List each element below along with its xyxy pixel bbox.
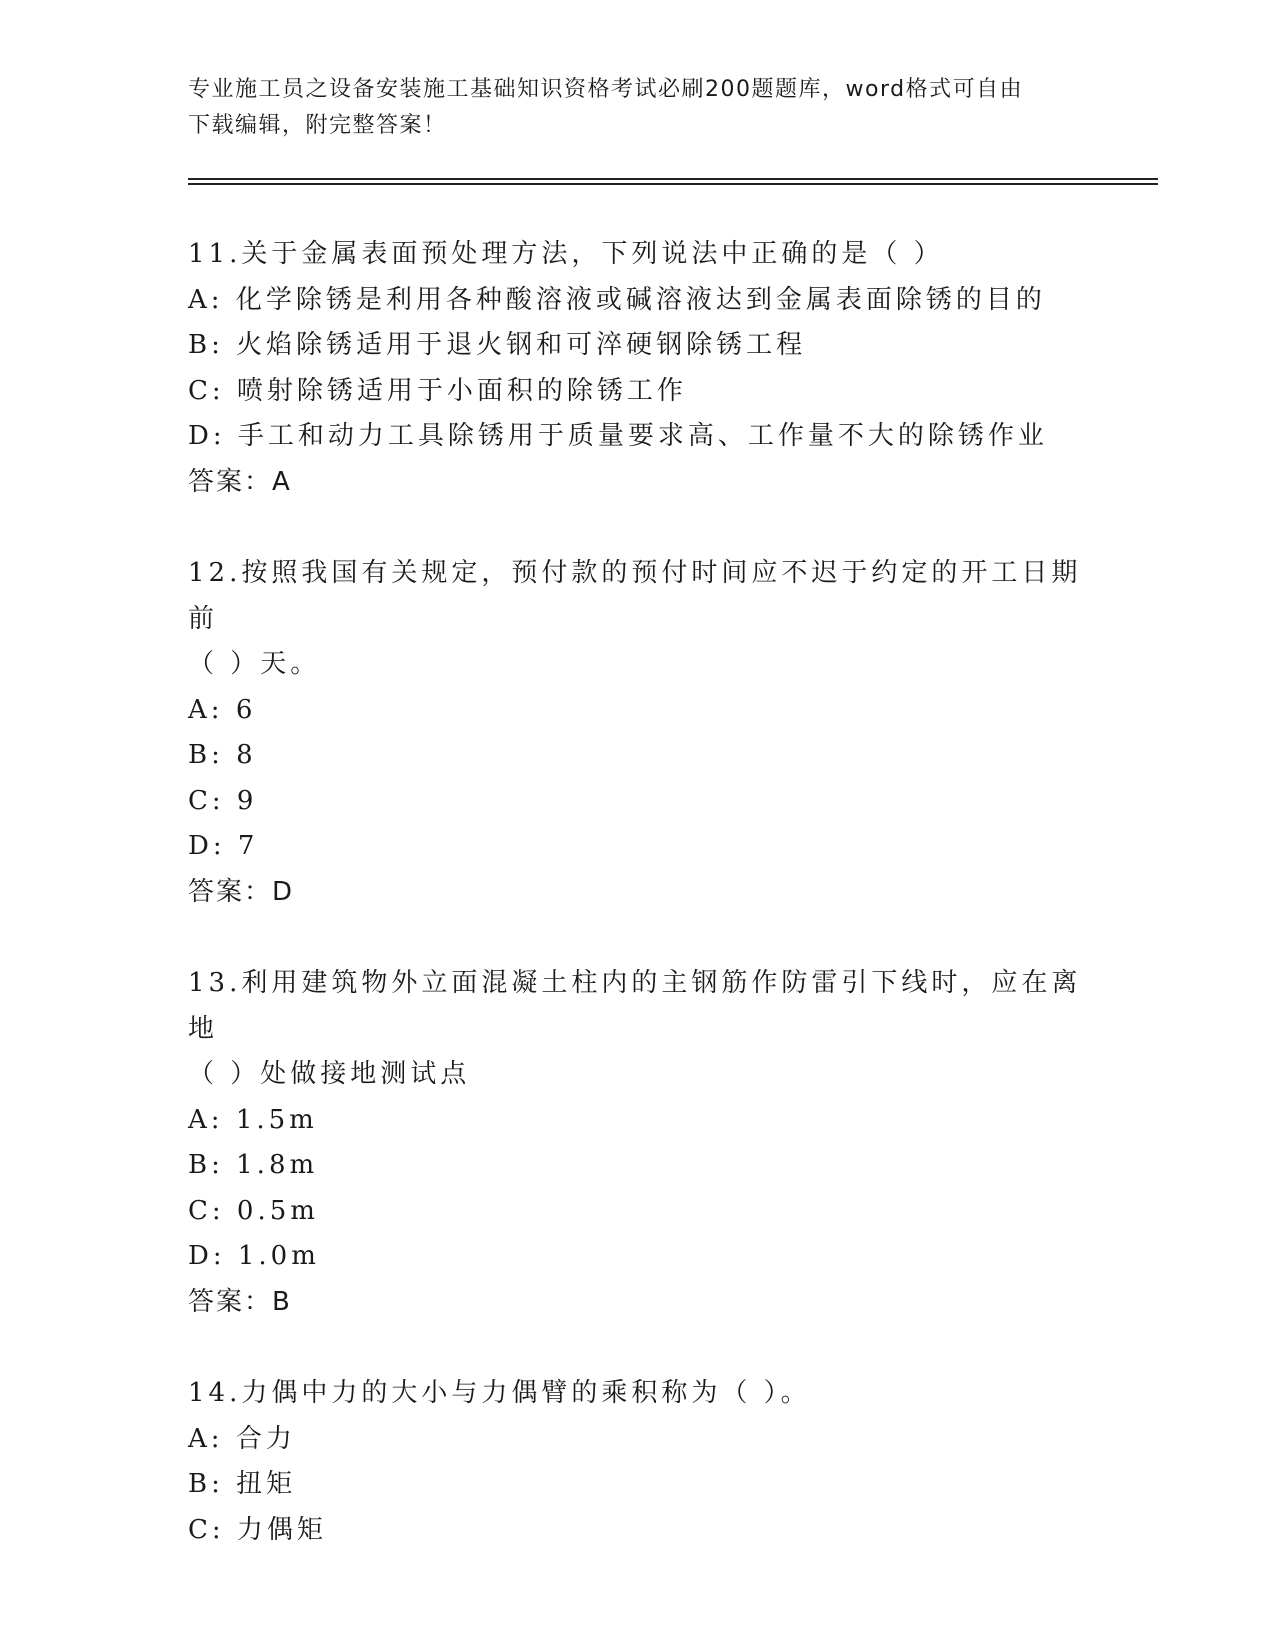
option-text: 力偶矩 bbox=[236, 1514, 327, 1545]
question-stem bbox=[188, 551, 1088, 642]
option-text: 手工和动力工具除锈用于质量要求高、工作量不大的除锈作业 bbox=[237, 421, 1048, 451]
question-list bbox=[188, 232, 1088, 1599]
answer: 答案：A bbox=[188, 466, 292, 497]
option-c bbox=[188, 369, 1088, 415]
question-number: 14. bbox=[188, 1378, 242, 1408]
option-text: 9 bbox=[236, 785, 258, 816]
header-line-1: 专业施工员之设备安装施工基础知识资格考试必刷200题题库，word格式可自由 bbox=[188, 77, 1024, 102]
question-stem bbox=[188, 1371, 1088, 1417]
option-d bbox=[188, 414, 1088, 460]
question-text: 利用建筑物外立面混凝土柱内的主钢筋作防雷引下线时，应在离地 bbox=[188, 968, 1082, 1044]
option-a bbox=[188, 1098, 1088, 1144]
option-text: 0.5m bbox=[236, 1195, 319, 1226]
option-label: C: bbox=[188, 1195, 225, 1226]
option-label: C: bbox=[188, 375, 225, 406]
option-text: 1.5m bbox=[235, 1104, 318, 1135]
option-c bbox=[188, 1508, 1088, 1554]
document-header bbox=[188, 72, 1088, 144]
question-13 bbox=[188, 961, 1088, 1325]
option-text: 喷射除锈适用于小面积的除锈工作 bbox=[236, 375, 687, 406]
question-stem bbox=[188, 961, 1088, 1052]
option-text: 7 bbox=[237, 831, 259, 861]
option-label: A: bbox=[188, 284, 224, 315]
option-text: 合力 bbox=[235, 1423, 296, 1454]
option-a bbox=[188, 1417, 1088, 1463]
question-11 bbox=[188, 232, 1088, 505]
option-label: D: bbox=[188, 421, 226, 451]
question-text-continued: （ ）天。 bbox=[188, 649, 321, 679]
option-text: 1.8m bbox=[236, 1150, 319, 1180]
option-d bbox=[188, 824, 1088, 870]
question-12 bbox=[188, 551, 1088, 915]
question-number: 13. bbox=[188, 968, 242, 998]
question-text-continued: （ ）处做接地测试点 bbox=[188, 1059, 471, 1089]
answer: 答案：D bbox=[188, 876, 295, 907]
option-text: 6 bbox=[235, 694, 257, 725]
option-label: B: bbox=[188, 1150, 224, 1180]
question-14 bbox=[188, 1371, 1088, 1553]
question-number: 11. bbox=[188, 239, 242, 269]
header-divider-top bbox=[188, 178, 1158, 180]
option-d bbox=[188, 1234, 1088, 1280]
option-label: A: bbox=[188, 1423, 224, 1454]
header-divider-bottom bbox=[188, 183, 1158, 185]
question-text: 力偶中力的大小与力偶臂的乘积称为（ ）。 bbox=[241, 1378, 811, 1408]
option-text: 8 bbox=[236, 740, 257, 770]
option-b bbox=[188, 1143, 1088, 1189]
option-text: 扭矩 bbox=[236, 1469, 297, 1499]
option-label: B: bbox=[188, 1469, 224, 1499]
option-label: C: bbox=[188, 1514, 225, 1545]
option-label: C: bbox=[188, 785, 225, 816]
option-b bbox=[188, 733, 1088, 779]
option-text: 火焰除锈适用于退火钢和可淬硬钢除锈工程 bbox=[236, 330, 807, 360]
question-text: 按照我国有关规定，预付款的预付时间应不迟于约定的开工日期前 bbox=[188, 558, 1082, 634]
question-stem bbox=[188, 232, 1088, 278]
option-text: 1.0m bbox=[237, 1241, 320, 1271]
option-label: A: bbox=[188, 694, 224, 725]
option-a bbox=[188, 688, 1088, 734]
question-number: 12. bbox=[188, 558, 242, 588]
header-line-2: 下载编辑，附完整答案！ bbox=[188, 113, 447, 138]
answer: 答案：B bbox=[188, 1286, 292, 1317]
option-c bbox=[188, 1189, 1088, 1235]
option-label: B: bbox=[188, 330, 224, 360]
option-text: 化学除锈是利用各种酸溶液或碱溶液达到金属表面除锈的目的 bbox=[235, 284, 1046, 315]
option-label: D: bbox=[188, 1241, 226, 1271]
option-label: A: bbox=[188, 1104, 224, 1135]
option-b bbox=[188, 323, 1088, 369]
question-text: 关于金属表面预处理方法，下列说法中正确的是（ ） bbox=[241, 239, 944, 269]
option-c bbox=[188, 779, 1088, 825]
option-label: D: bbox=[188, 831, 226, 861]
option-b bbox=[188, 1462, 1088, 1508]
option-label: B: bbox=[188, 740, 224, 770]
option-a bbox=[188, 278, 1088, 324]
